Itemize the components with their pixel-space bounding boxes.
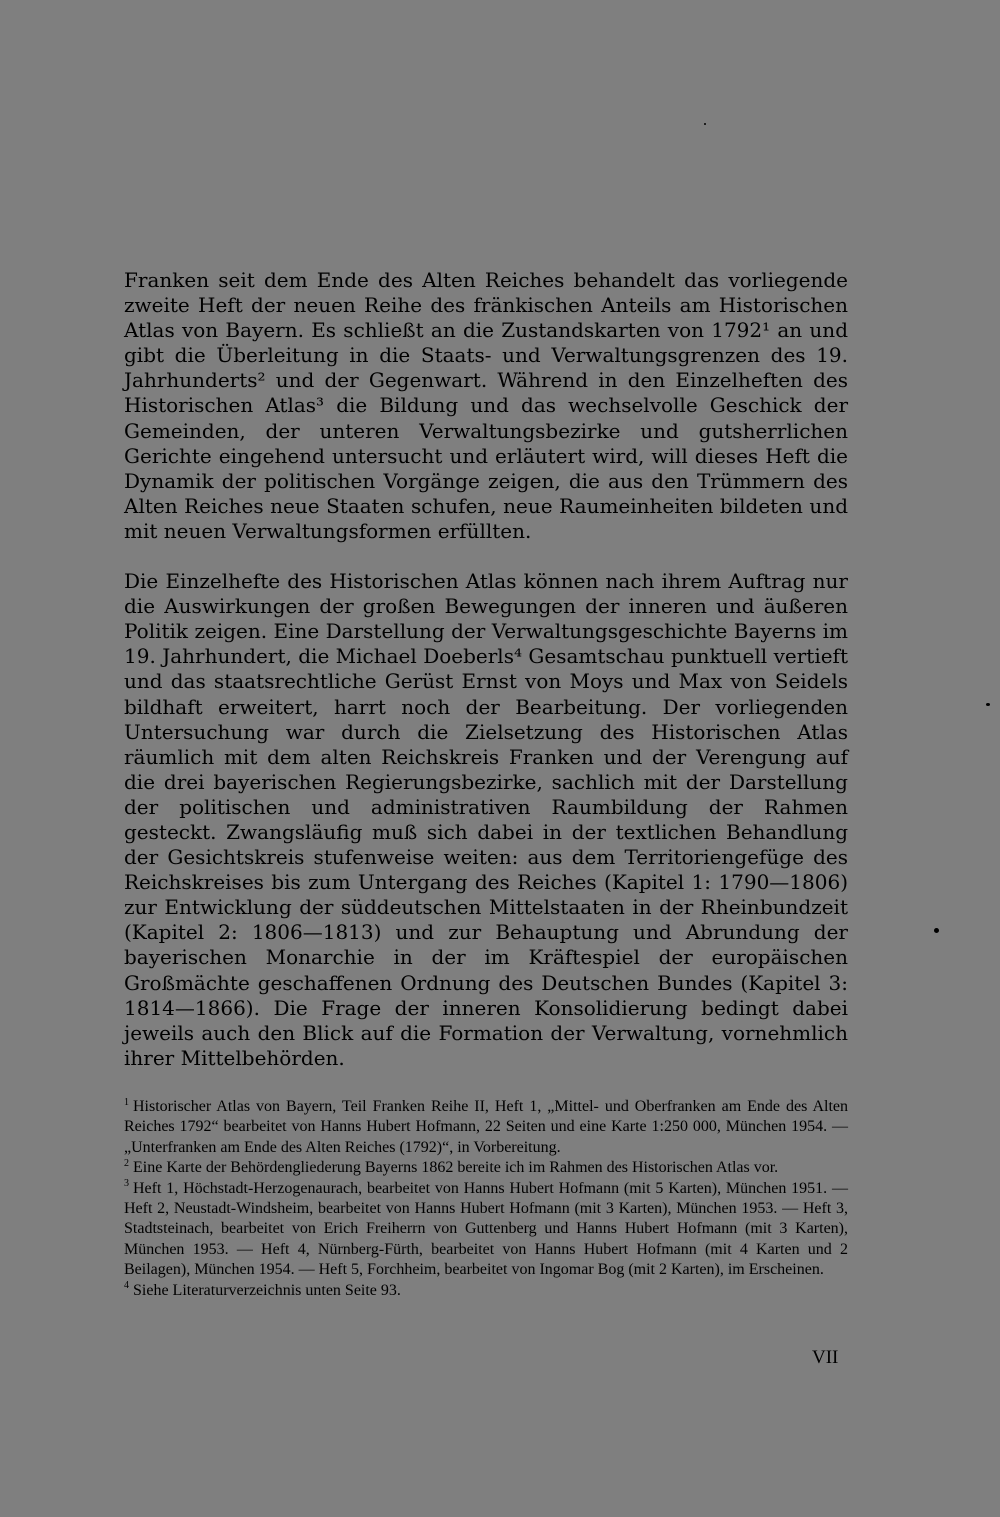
- page-text-block: [124, 268, 848, 1301]
- footnote-2: [124, 1158, 848, 1178]
- footnote-text: Historischer Atlas von Bayern, Teil Franken Reihe II, Heft 1, „Mittel- und Oberfranken am Ende des Alten Reiches 1792“ bearbeitet von Hanns Hubert Hofmann, 22 Seiten und eine Karte 1:250 000, München 1954. — „Unterfranken am Ende des Alten Reiches (1792)“, in Vorbereitung.: [124, 1097, 848, 1156]
- body-paragraph-1: Franken seit dem Ende des Alten Reiches behandelt das vorliegende zweite Heft der neuen Reihe des fränkischen Anteils am Historischen Atlas von Bayern. Es schließt an die Zustandskarten von 1792¹ an und gibt die Überleitung in die Staats- und Verwaltungsgrenzen des 19. Jahrhunderts² und der Gegenwart. Während in den Einzelheften des Historischen Atlas³ die Bildung und das wechselvolle Geschick der Gemeinden, der unteren Verwaltungsbezirke und gutsherrlichen Gerichte eingehend untersucht und erläutert wird, will dieses Heft die Dynamik der politischen Vorgänge zeigen, die aus den Trümmern des Alten Reiches neue Staaten schufen, neue Raumeinheiten bildeten und mit neuen Verwaltungsformen erfüllten.: [124, 268, 848, 543]
- footnote-marker: 1: [124, 1096, 129, 1108]
- scan-speck: [934, 928, 939, 933]
- footnote-marker: 2: [124, 1157, 129, 1169]
- footnote-1: [124, 1097, 848, 1158]
- footnote-text: Eine Karte der Behördengliederung Bayerns 1862 bereite ich im Rahmen des Historischen Atlas vor.: [133, 1159, 779, 1177]
- footnote-marker: 4: [124, 1280, 129, 1292]
- scan-speck: [986, 703, 990, 706]
- footnotes: [124, 1097, 848, 1301]
- body-paragraph-2: Die Einzelhefte des Historischen Atlas können nach ihrem Auftrag nur die Auswirkungen der großen Bewegungen der inneren und äußeren Politik zeigen. Eine Darstellung der Verwaltungsgeschichte Bayerns im 19. Jahrhundert, die Michael Doeberls⁴ Gesamtschau punktuell vertieft und das staatsrechtliche Gerüst Ernst von Moys und Max von Seidels bildhaft erweitert, harrt noch der Bearbeitung. Der vorliegenden Untersuchung war durch die Zielsetzung des Historischen Atlas räumlich mit dem alten Reichskreis Franken und der Verengung auf die drei bayerischen Regierungsbezirke, sachlich mit der Darstellung der politischen und administrativen Raumbildung der Rahmen gesteckt. Zwangsläufig muß sich dabei in der textlichen Behandlung der Gesichtskreis stufenweise weiten: aus dem Territoriengefüge des Reichskreises bis zum Untergang des Reiches (Kapitel 1: 1790—1806) zur Entwicklung der süddeutschen Mittelstaaten in der Rheinbundzeit (Kapitel 2: 1806—1813) und zur Behauptung und Abrundung der bayerischen Monarchie in der im Kräftespiel der europäischen Großmächte geschaffenen Ordnung des Deutschen Bundes (Kapitel 3: 1814—1866). Die Frage der inneren Konsolidierung bedingt dabei jeweils auch den Blick auf die Formation der Verwaltung, vornehmlich ihrer Mittelbehörden.: [124, 569, 848, 1070]
- page-number: VII: [812, 1347, 839, 1368]
- footnote-text: Heft 1, Höchstadt-Herzogenaurach, bearbeitet von Hanns Hubert Hofmann (mit 5 Karten), München 1951. — Heft 2, Neustadt-Windsheim, bearbeitet von Hanns Hubert Hofmann (mit 3 Karten), München 1953. — Heft 3, Stadtsteinach, bearbeitet von Erich Freiherrn von Guttenberg und Hanns Hubert Hofmann (mit 3 Karten), München 1953. — Heft 4, Nürnberg-Fürth, bearbeitet von Hanns Hubert Hofmann (mit 4 Karten und 2 Beilagen), München 1954. — Heft 5, Forchheim, bearbeitet von Ingomar Bog (mit 2 Karten), im Erscheinen.: [124, 1179, 848, 1279]
- footnote-3: [124, 1179, 848, 1281]
- footnote-text: Siehe Literaturverzeichnis unten Seite 93.: [133, 1281, 401, 1299]
- footnote-marker: 3: [124, 1178, 129, 1190]
- scan-speck: [704, 123, 706, 125]
- footnote-4: [124, 1281, 848, 1301]
